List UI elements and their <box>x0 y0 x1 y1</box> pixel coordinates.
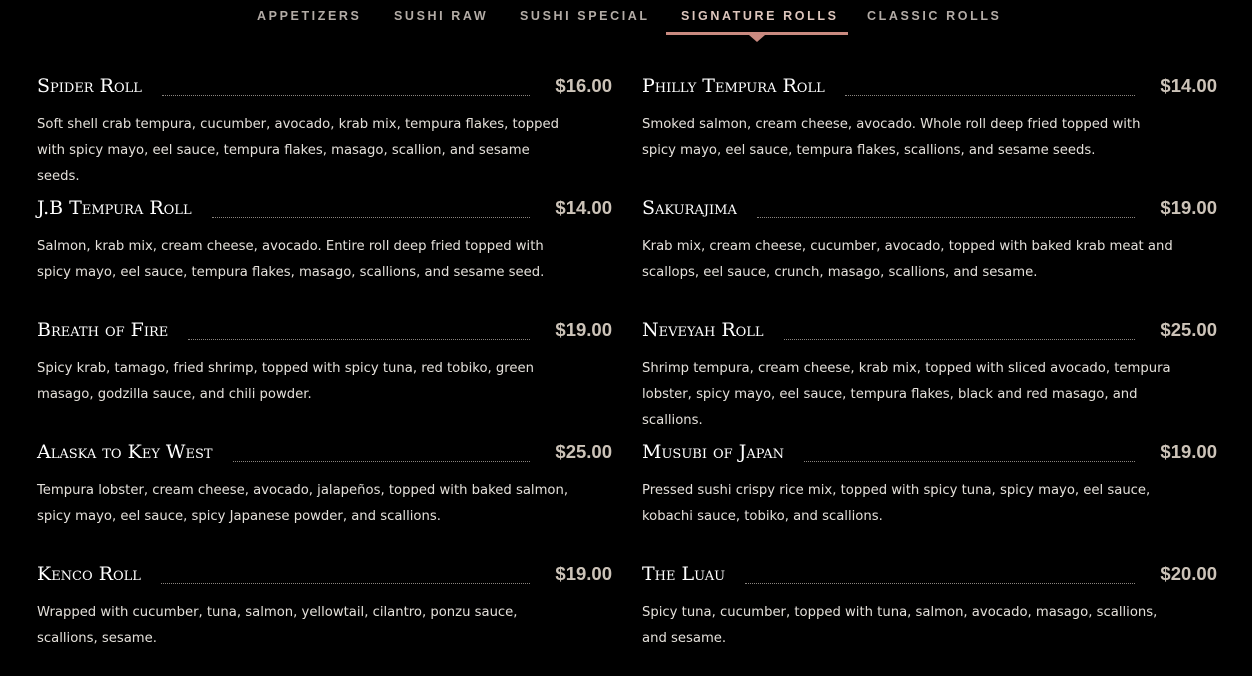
menu-item-sakurajima <box>642 192 1217 292</box>
menu-item-description: Spicy tuna, cucumber, topped with tuna, salmon, avocado, masago, scallions, and sesame. <box>642 605 1158 646</box>
menu-item-name: The Luau <box>642 563 726 585</box>
tab-signature-rolls[interactable]: SIGNATURE ROLLS <box>681 9 839 23</box>
menu-item-name: Kenco Roll <box>37 563 141 585</box>
menu-item-description: Spicy krab, tamago, fried shrimp, topped with spicy tuna, red tobiko, green masago, godzilla sauce, and chili powder. <box>37 361 534 402</box>
menu-item-musubi-of-japan <box>642 436 1217 536</box>
menu-item-description: Salmon, krab mix, cream cheese, avocado. Entire roll deep fried topped with spicy mayo, eel sauce, tempura flakes, masago, scallions, and sesame seed. <box>37 239 545 280</box>
dotted-leader <box>784 338 1136 340</box>
menu-item-price: $19.00 <box>555 319 612 340</box>
menu-item-header <box>37 314 612 344</box>
dotted-leader <box>188 338 530 340</box>
menu-item-header <box>37 70 612 100</box>
dotted-leader <box>162 94 531 96</box>
menu-item-header <box>37 558 612 588</box>
dotted-leader <box>745 582 1135 584</box>
menu-item-name: Spider Roll <box>37 75 142 97</box>
menu-item-name: Philly Tempura Roll <box>642 75 825 97</box>
dotted-leader <box>212 216 531 218</box>
menu-item-name: J.B Tempura Roll <box>37 197 192 219</box>
menu-item-philly-tempura-roll <box>642 70 1217 170</box>
menu-item-neveyah-roll <box>642 314 1217 428</box>
menu-item-alaska-to-key-west <box>37 436 612 536</box>
dotted-leader <box>845 94 1136 96</box>
menu-item-header <box>642 314 1217 344</box>
menu-item-header <box>642 70 1217 100</box>
tab-sushi-special[interactable]: SUSHI SPECIAL <box>520 9 650 23</box>
menu-item-description: Shrimp tempura, cream cheese, krab mix, topped with sliced avocado, tempura lobster, spicy mayo, eel sauce, tempura flakes, black and red masago, and scallions. <box>642 361 1171 428</box>
menu-item-description: Wrapped with cucumber, tuna, salmon, yellowtail, cilantro, ponzu sauce, scallions, sesame. <box>37 605 518 646</box>
menu-item-header <box>642 436 1217 466</box>
menu-item-spider-roll <box>37 70 612 184</box>
menu-item-kenco-roll <box>37 558 612 658</box>
menu-item-price: $19.00 <box>1160 197 1217 218</box>
menu-item-description: Krab mix, cream cheese, cucumber, avocado, topped with baked krab meat and scallops, eel sauce, crunch, masago, scallions, and sesame. <box>642 239 1173 280</box>
menu-item-price: $16.00 <box>555 75 612 96</box>
menu-item-header <box>37 436 612 466</box>
menu-item-price: $25.00 <box>1160 319 1217 340</box>
menu-item-description: Pressed sushi crispy rice mix, topped with spicy tuna, spicy mayo, eel sauce, kobachi sauce, tobiko, and scallions. <box>642 483 1151 524</box>
menu-item-price: $14.00 <box>1160 75 1217 96</box>
tab-classic-rolls[interactable]: CLASSIC ROLLS <box>867 9 1002 23</box>
tab-appetizers[interactable]: APPETIZERS <box>257 9 362 23</box>
menu-item-header <box>642 192 1217 222</box>
menu-item-header <box>37 192 612 222</box>
menu-item-header <box>642 558 1217 588</box>
menu-item-price: $20.00 <box>1160 563 1217 584</box>
menu-item-name: Alaska to Key West <box>37 441 213 463</box>
menu-item-name: Neveyah Roll <box>642 319 764 341</box>
active-tab-caret-icon <box>749 35 765 42</box>
menu-item-breath-of-fire <box>37 314 612 414</box>
menu-item-price: $19.00 <box>555 563 612 584</box>
menu-item-name: Musubi of Japan <box>642 441 785 463</box>
menu-item-price: $14.00 <box>555 197 612 218</box>
menu-item-name: Breath of Fire <box>37 319 169 341</box>
menu-item-name: Sakurajima <box>642 197 737 219</box>
menu-item-jb-tempura-roll <box>37 192 612 292</box>
menu-item-description: Smoked salmon, cream cheese, avocado. Whole roll deep fried topped with spicy mayo, eel sauce, tempura flakes, scallions, and sesame seeds. <box>642 117 1141 158</box>
menu-category-tabs <box>0 0 1252 40</box>
tab-sushi-raw[interactable]: SUSHI RAW <box>394 9 489 23</box>
dotted-leader <box>161 582 530 584</box>
menu-item-price: $25.00 <box>555 441 612 462</box>
menu-item-description: Soft shell crab tempura, cucumber, avocado, krab mix, tempura flakes, topped with spicy mayo, eel sauce, tempura flakes, masago, scallion, and sesame seeds. <box>37 117 559 184</box>
dotted-leader <box>233 460 531 462</box>
dotted-leader <box>757 216 1136 218</box>
menu-item-price: $19.00 <box>1160 441 1217 462</box>
menu-item-the-luau <box>642 558 1217 658</box>
menu-item-description: Tempura lobster, cream cheese, avocado, jalapeños, topped with baked salmon, spicy mayo, eel sauce, spicy Japanese powder, and scallions. <box>37 483 569 524</box>
dotted-leader <box>804 460 1135 462</box>
